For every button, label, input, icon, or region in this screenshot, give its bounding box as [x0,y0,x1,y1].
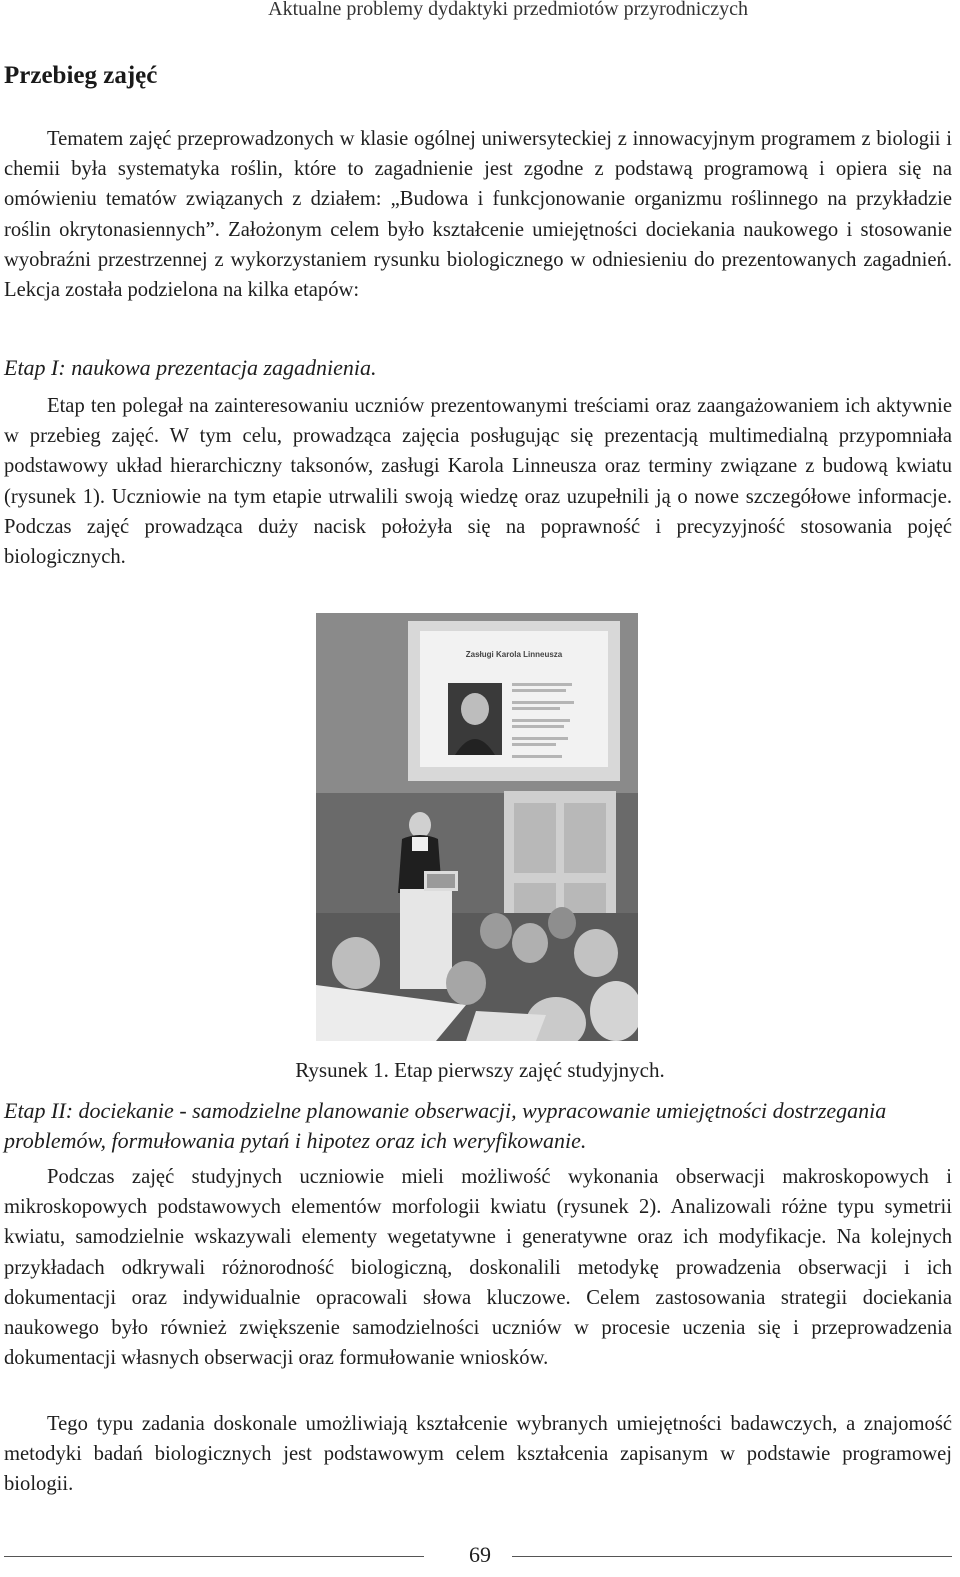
closing-paragraph: Tego typu zadania doskonale umożliwiają kształcenie wybranych umiejętności badawczych, a znajomość metodyki badań biologicznych jest podstawowym celem kształcenia zapisanym w podstawie programowej biologii. [4,1413,952,1496]
page-number: 69 [469,1542,491,1567]
classroom-photo-illustration [316,613,638,1041]
lectern [400,889,452,989]
footer-rule-right [512,1556,952,1557]
stage-1-heading: Etap I: naukowa prezentacja zagadnienia. [4,355,377,380]
presenter [409,812,431,838]
stage-2-paragraph: Podczas zajęć studyjnych uczniowie mieli możliwość wykonania obserwacji makroskopowych i mikroskopowych podstawowych elementów morfologii kwiatu (rysunek 2). Analizowali różne typu symetrii kwiatu, samodzielnie wskazywali elementy wegetatywne i generatywne oraz ich modyfikacje. Na kolejnych przykładach odkrywali różnorodność biologiczną, doskonalili metodykę prowadzenia obserwacji i ich dokumentacji oraz indywidualnie opracowali słowa kluczowe. Celem zastosowania strategii dociekania naukowego było również zwiększenie samodzielności uczniów w procesie uczenia się i przeprowadzenia dokumentacji własnych obserwacji oraz formułowanie wniosków. [4,1166,952,1370]
figure-caption: Rysunek 1. Etap pierwszy zajęć studyjnych. [295,1058,665,1082]
section-heading: Przebieg zajęć [4,62,158,89]
classroom-photo [316,613,638,1041]
stage-2-heading: Etap II: dociekanie - samodzielne planowanie obserwacji, wypracowanie umiejętności dostrzegania problemów, formułowania pytań i hipotez oraz ich weryfikowanie. [4,1098,887,1153]
running-header: Aktualne problemy dydaktyki przedmiotów przyrodniczych [268,0,748,20]
slide-title: Zasługi Karola Linneusza [465,650,563,659]
intro-paragraph: Tematem zajęć przeprowadzonych w klasie ogólnej uniwersyteckiej z innowacyjnym programem z biologii i chemii była systematyka roślin, które to zagadnienie jest zgodne z podstawą programową i opiera się na omówieniu tematów związanych z działem: „Budowa i funkcjonowanie organizmu roślinnego na przykładzie roślin okrytonasiennych”. Założonym celem było kształcenie umiejętności dociekania naukowego i stosowanie wyobraźni przestrzennej z wykorzystaniem rysunku biologicznego w odniesieniu do prezentowanych zagadnień. Lekcja została podzielona na kilka etapów: [4,128,952,302]
stage-1-paragraph: Etap ten polegał na zainteresowaniu uczniów prezentowanymi treściami oraz zaangażowaniem ich aktywnie w przebieg zajęć. W tym celu, prowadząca zajęcia posługując się prezentacją multimedialną przypomniała podstawowy układ hierarchiczny taksonów, zasługi Karola Linneusza oraz terminy związane z budową kwiatu (rysunek 1). Uczniowie na tym etapie utrwalili swoją wiedzę oraz uzupełnili ją o nowe szczegółowe informacje. Podczas zajęć prowadząca duży nacisk położyła się na poprawność i precyzyjność stosowania pojęć biologicznych. [4,395,952,569]
